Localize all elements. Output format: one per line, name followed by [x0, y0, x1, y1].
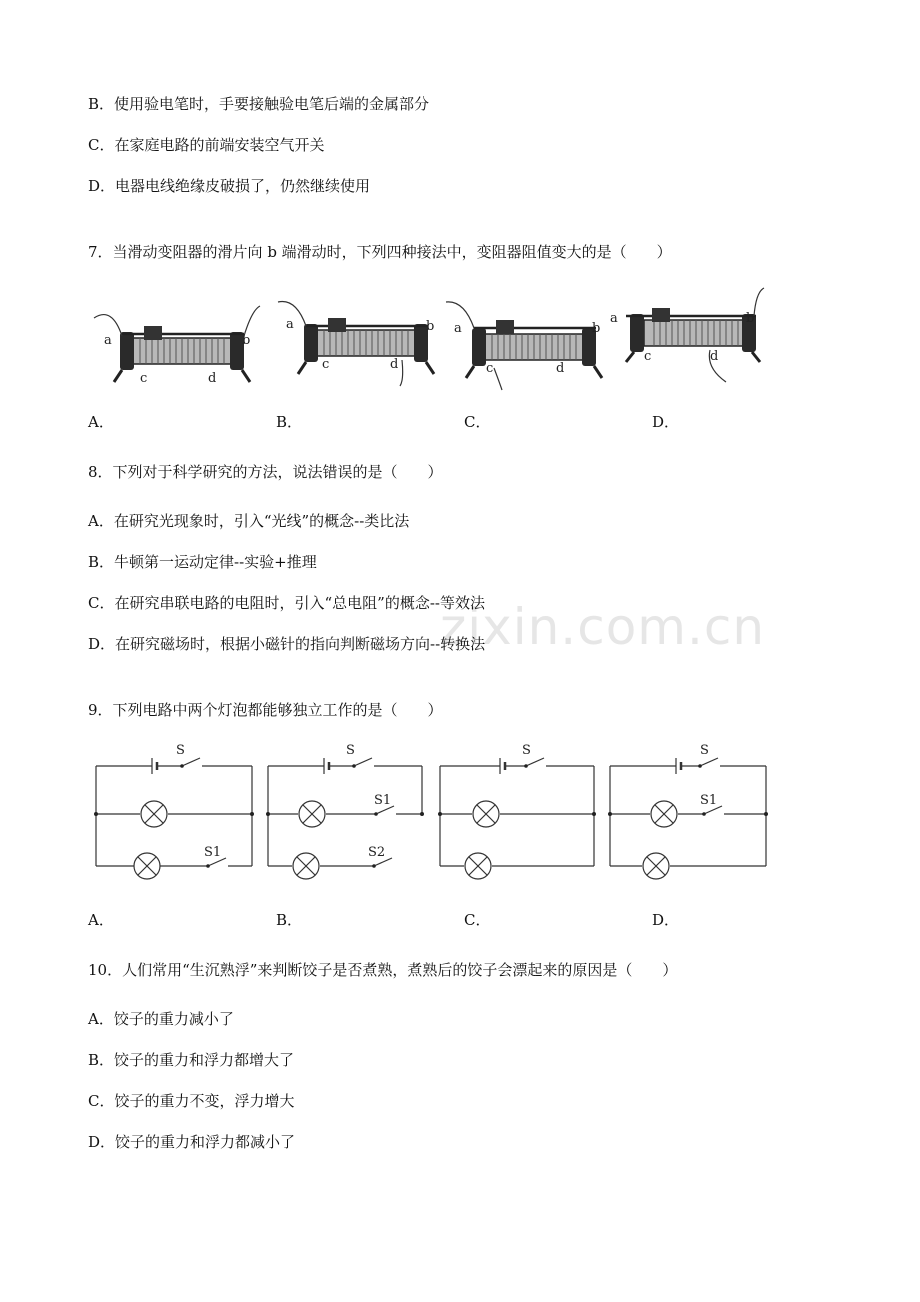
terminal-d-label: d [390, 357, 399, 372]
q7-option-b-label: B． [276, 413, 303, 431]
terminal-b-label: b [746, 311, 755, 326]
terminal-b-label: b [242, 333, 251, 348]
q8-option-b: B．牛顿第一运动定律--实验+推理 [88, 553, 317, 571]
rheostat-figure-d [606, 286, 776, 386]
circuit-figure-d [604, 738, 774, 888]
lamp-icon [643, 853, 669, 879]
watermark: zixin.com.cn [440, 598, 766, 656]
terminal-d-label: d [556, 361, 565, 376]
rheostat-figure-b [276, 290, 446, 390]
lamp-icon [293, 853, 319, 879]
terminal-a-label: a [454, 321, 462, 336]
q9-option-a-label: A． [88, 911, 114, 929]
lamp-icon [141, 801, 167, 827]
terminal-b-label: b [592, 321, 601, 336]
q8-option-d: D．在研究磁场时，根据小磁针的指向判断磁场方向--转换法 [88, 635, 486, 653]
terminal-a-label: a [286, 317, 294, 332]
circuit-figure-c [434, 738, 604, 888]
q10-option-c: C．饺子的重力不变，浮力增大 [88, 1092, 295, 1110]
lamp-icon [473, 801, 499, 827]
switch-s-label: S [700, 743, 709, 758]
lamp-icon [299, 801, 325, 827]
terminal-d-label: d [710, 349, 719, 364]
terminal-b-label: b [426, 319, 435, 334]
q9-stem: 9．下列电路中两个灯泡都能够独立工作的是（ ） [88, 701, 443, 719]
terminal-c-label: c [140, 371, 148, 386]
q7-option-d-label: D． [652, 413, 680, 431]
switch-s2-label: S2 [368, 845, 386, 860]
q8-option-a: A．在研究光现象时，引入“光线”的概念--类比法 [88, 512, 410, 530]
q7-stem: 7．当滑动变阻器的滑片向 b 端滑动时，下列四种接法中，变阻器阻值变大的是（ ） [88, 243, 672, 261]
terminal-a-label: a [610, 311, 618, 326]
terminal-a-label: a [104, 333, 112, 348]
rheostat-figure-c [444, 294, 614, 394]
switch-s1-label: S1 [374, 793, 392, 808]
switch-s1-label: S1 [204, 845, 222, 860]
lamp-icon [651, 801, 677, 827]
q8-stem: 8．下列对于科学研究的方法，说法错误的是（ ） [88, 463, 443, 481]
q6-option-c: C．在家庭电路的前端安装空气开关 [88, 136, 325, 154]
lamp-icon [134, 853, 160, 879]
rheostat-body [114, 326, 250, 382]
lamp-icon [465, 853, 491, 879]
q10-stem: 10．人们常用“生沉熟浮”来判断饺子是否煮熟，煮熟后的饺子会漂起来的原因是（ ） [88, 961, 678, 979]
q7-option-a-label: A． [88, 413, 114, 431]
q6-option-d: D．电器电线绝缘皮破损了，仍然继续使用 [88, 177, 371, 195]
q10-option-a: A．饺子的重力减小了 [88, 1010, 234, 1028]
switch-s1-label: S1 [700, 793, 718, 808]
terminal-d-label: d [208, 371, 217, 386]
q7-option-c-label: C． [464, 413, 491, 431]
terminal-c-label: c [644, 349, 652, 364]
rheostat-body [298, 318, 434, 374]
circuit-figure-a [90, 738, 260, 888]
switch-s-label: S [522, 743, 531, 758]
q9-option-b-label: B． [276, 911, 303, 929]
rheostat-figure-a [92, 296, 262, 396]
q9-option-d-label: D． [652, 911, 680, 929]
circuit-figure-b [262, 738, 432, 888]
q10-option-d: D．饺子的重力和浮力都减小了 [88, 1133, 296, 1151]
q10-option-b: B．饺子的重力和浮力都增大了 [88, 1051, 295, 1069]
switch-s-label: S [346, 743, 355, 758]
terminal-c-label: c [322, 357, 330, 372]
switch-s-label: S [176, 743, 185, 758]
terminal-c-label: c [486, 361, 494, 376]
q6-option-b: B．使用验电笔时，手要接触验电笔后端的金属部分 [88, 95, 430, 113]
q9-option-c-label: C． [464, 911, 491, 929]
q8-option-c: C．在研究串联电路的电阻时，引入“总电阻”的概念--等效法 [88, 594, 485, 612]
